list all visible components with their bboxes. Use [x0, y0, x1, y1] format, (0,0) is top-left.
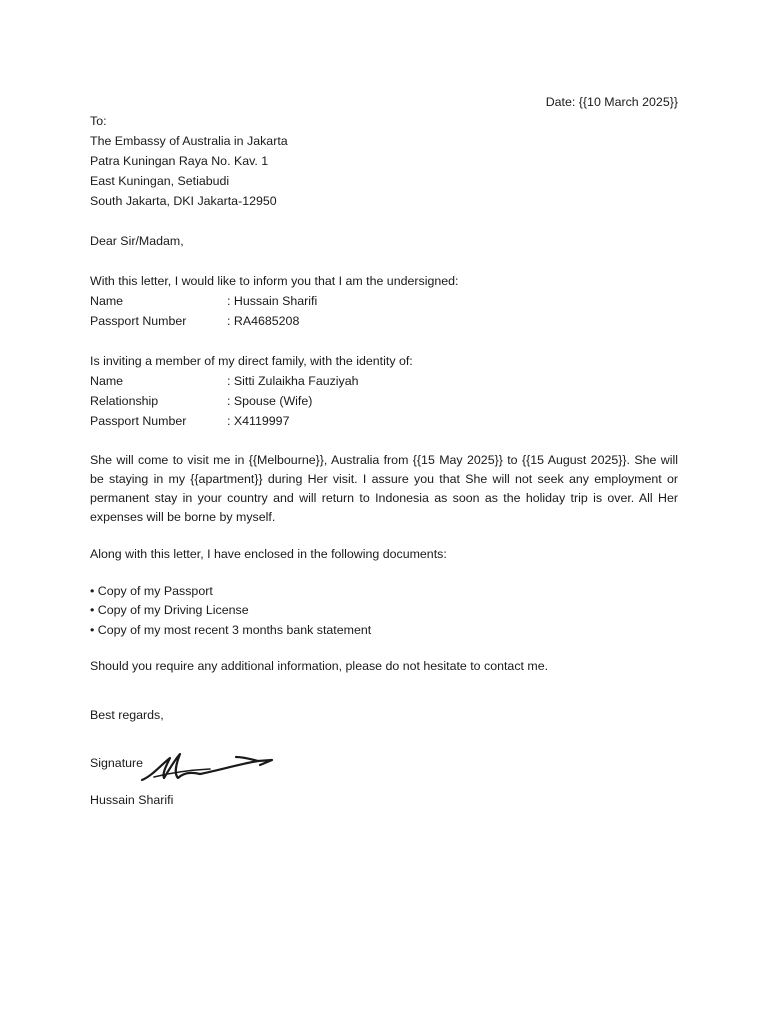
list-item: • Copy of my Passport [90, 584, 213, 598]
field-value: : Spouse (Wife) [227, 394, 313, 408]
list-item: • Copy of my most recent 3 months bank statement [90, 623, 372, 637]
field-label: Relationship [90, 394, 159, 408]
field-label: Name [90, 294, 124, 308]
field-label: Name [90, 374, 124, 388]
signature-label: Signature [90, 756, 144, 770]
invitee-relationship-row [90, 392, 312, 410]
invitee-passport-row [90, 412, 289, 430]
list-item: • Copy of my Driving License [90, 603, 249, 617]
visit-paragraph: She will come to visit me in {{Melbourne}}, Australia from {{15 May 2025}} to {{15 August 2025}}. She will be staying in my {{apartment}} during Her visit. I assure you that She will not seek any employment or permanent stay in your country and will return to Indonesia as soon as the holiday trip is over. All Her expenses will be borne by myself. [90, 453, 678, 524]
field-value: : Hussain Sharifi [227, 294, 318, 308]
salutation: Dear Sir/Madam, [90, 234, 184, 248]
handwritten-signature [140, 746, 280, 786]
field-label: Passport Number [90, 414, 187, 428]
field-value: : X4119997 [227, 414, 290, 428]
invite-intro: Is inviting a member of my direct family, with the identity of: [90, 354, 413, 368]
applicant-name-row [90, 292, 317, 310]
closing: Best regards, [90, 708, 164, 722]
field-label: Passport Number [90, 314, 187, 328]
signature-block [90, 746, 390, 786]
field-value: : Sitti Zulaikha Fauziyah [227, 374, 359, 388]
recipient-line: East Kuningan, Setiabudi [90, 174, 230, 188]
documents-intro: Along with this letter, I have enclosed in the following documents: [90, 547, 447, 561]
applicant-passport-row [90, 312, 299, 330]
intro-text: With this letter, I would like to inform you that I am the undersigned: [90, 274, 459, 288]
closing-note: Should you require any additional information, please do not hesitate to contact me. [90, 659, 549, 673]
letter-date: Date: {{10 March 2025}} [545, 95, 678, 109]
recipient-line: South Jakarta, DKI Jakarta-12950 [90, 194, 277, 208]
field-value: : RA4685208 [227, 314, 300, 328]
recipient-to: To: [90, 114, 107, 128]
recipient-line: Patra Kuningan Raya No. Kav. 1 [90, 154, 269, 168]
recipient-line: The Embassy of Australia in Jakarta [90, 134, 288, 148]
invitee-name-row [90, 372, 359, 390]
signer-name: Hussain Sharifi [90, 793, 174, 807]
